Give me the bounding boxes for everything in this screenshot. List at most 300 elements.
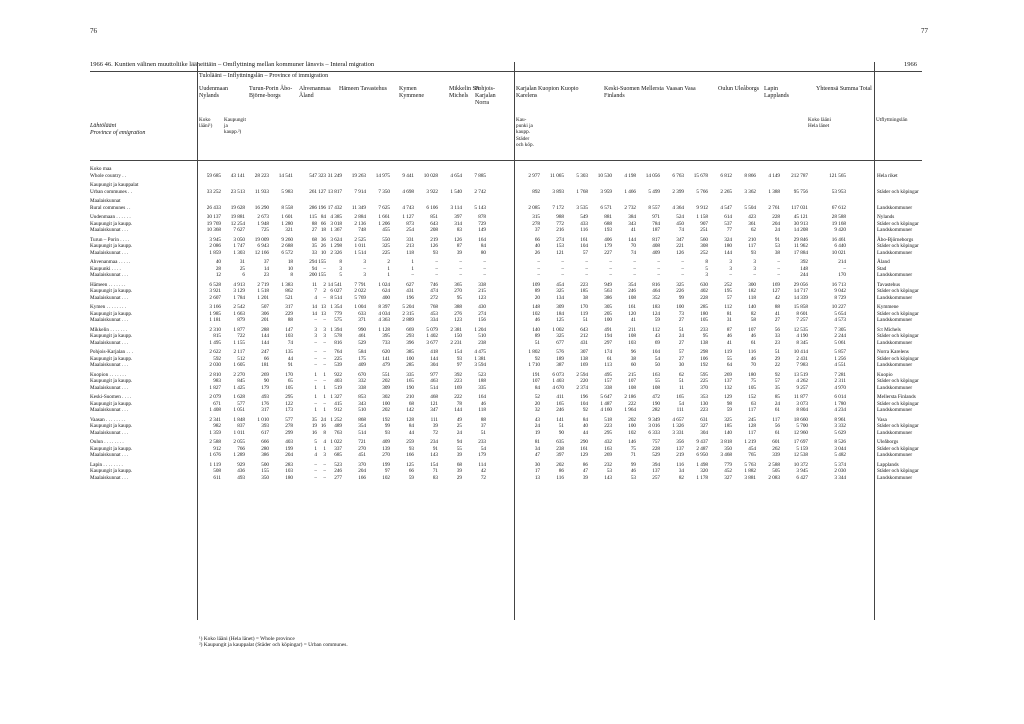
cell-left: 633 [358,310,366,317]
cell-left: 1 [323,394,326,400]
cell-right: 91 [774,236,780,243]
cell-right: 24 [534,423,540,429]
cell-left: 93 [384,429,390,436]
cell-left: 3 [314,333,317,339]
cell-left: 4 385 [330,214,342,220]
cell-left: 764 [334,349,342,355]
cell-left: 5 204 [402,304,414,310]
cell-right: 202 [628,416,636,423]
cell-right: 187 [652,227,660,233]
cell-right: 6 073 [552,371,564,378]
cell-right: 26 [534,249,540,256]
year-label: 1966 [904,61,917,68]
cell-right: 27 [774,317,780,323]
cell-right: 16 713 [831,281,846,288]
row-label: Maalaiskunnat [90,198,121,204]
cell-right: 4 234 [834,407,846,413]
cell-left: 1 [323,371,326,378]
cell-right: 14 717 [793,288,808,294]
cell-left: 19 009 [254,236,269,243]
cell-right: 140 [532,326,540,333]
cell-left: 314 [454,220,462,227]
cell-right: 784 [652,220,660,227]
cell-right: 1 256 [834,355,846,362]
cell-right: 3 016 [648,423,660,429]
table-title: 1966 46. Kuntien välinen muuttoliike lääneittäin – Omflyttning mellan kommuner länsvis – Interal migration [90,61,375,68]
cell-right: 27 [678,355,684,362]
row-label-swedish: Landskommuner [877,362,913,368]
cell-left: 325 [382,243,390,249]
cell-left: 13 817 [327,188,342,195]
cell-right: 3 468 [720,452,732,458]
row-label: Maalaiskunnat . . . [90,294,129,301]
cell-right: 165 [676,394,684,400]
cell-left: 868 [358,416,366,423]
row-label-swedish: Städer och köpingar [877,310,919,317]
row-label: Turun – Porin . . . . [90,236,130,243]
cell-right: 43 [534,416,540,423]
cell-left: 409 [382,439,390,445]
cell-right: 464 [652,288,660,294]
cell-right: 138 [700,339,708,346]
cell-left: 213 [406,243,414,249]
cell-right: 8 866 [744,172,756,179]
cell-right: 246 [628,288,636,294]
cell-right: 4 198 [624,172,636,179]
cell-left: 3 [323,326,326,333]
cell-right: 190 [652,400,660,407]
row-label-swedish: S:t Michels [877,326,901,333]
cell-left: 142 [406,407,414,413]
cell-right: 128 [748,423,756,429]
cell-right: 384 [628,214,636,220]
cell-left: – [459,272,462,278]
row-label: Maalaiskunnat . . . [90,474,129,481]
cell-right: 88 [774,304,780,310]
cell-right: 505 [772,468,780,474]
cell-right: 215 [628,371,636,378]
cell-right: 5 763 [744,461,756,468]
cell-left: 343 [358,400,366,407]
cell-right: – [681,265,684,272]
cell-right: 157 [604,378,612,384]
cell-left: 39 [456,249,462,256]
cell-right: 406 [604,236,612,243]
cell-left: 44 [408,429,414,436]
row-label: Kaupungit ja kaupp. [90,400,133,407]
cell-left: 403 [285,439,293,445]
cell-left: 2 525 [354,236,366,243]
cell-right: 51 [582,317,588,323]
cell-left: 403 [334,378,342,384]
cell-right: 29 846 [793,236,808,243]
cell-left: 25 [456,423,462,429]
cell-left: 166 [358,474,366,481]
cell-left: 83 [432,474,438,481]
cell-right: 431 [580,339,588,346]
cell-right: 96 [630,349,636,355]
cell-right: 4 149 [768,172,780,179]
cell-right: 228 [652,445,660,452]
cell-right: 46 [630,468,636,474]
cell-right: 51 [678,326,684,333]
cell-left: 4 743 [402,204,414,211]
cell-right: 411 [556,394,564,400]
cell-left: 1 051 [233,407,245,413]
cell-right: 10 372 [793,461,808,468]
cell-right: 74 [630,249,636,256]
cell-left: 666 [261,439,269,445]
cell-left: 837 [237,423,245,429]
cell-right: 2 374 [576,384,588,391]
cell-left: 627 [406,281,414,288]
cell-right: 40 [582,423,588,429]
cell-left: 1 676 [209,452,221,458]
cell-left: 99 [384,423,390,429]
cell-left: 247 [261,349,269,355]
cell-right: 4 160 [600,407,612,413]
cell-left: 1 495 [209,339,221,346]
cell-left: 66 [263,355,269,362]
cell-right: 402 [700,288,708,294]
cell-left: 1 181 [209,317,221,323]
cell-right: 116 [676,461,684,468]
cell-right: 4 551 [834,362,846,368]
row-label: Whole country . . [90,172,127,179]
cell-right: 3 [729,259,732,265]
row-label-swedish: Uleåborgs [877,439,899,445]
cell-left: 1 784 [233,294,245,301]
utflyttningslan-header: Utflyttningslän [876,117,908,123]
cell-right: 2 761 [768,204,780,211]
cell-left: 2 [323,281,326,288]
cell-left: 14 [311,310,317,317]
cell-left: 1 127 [402,214,414,220]
cell-left: 166 [406,452,414,458]
row-label: Uudenmaan . . . . . . [90,214,131,220]
cell-left: 13 [320,304,326,310]
cell-left: 8 514 [330,294,342,301]
cell-left: 670 [358,371,366,378]
cell-right: 109 [532,281,540,288]
cell-left: 139 [382,445,390,452]
cell-left: 80 [480,249,486,256]
cell-left: 461 [358,333,366,339]
province-header-total: Yhteensä Summa Total [816,86,872,92]
row-label-swedish: Städer och köpingar [877,423,919,429]
cell-left: 584 [358,349,366,355]
cell-right: 472 [652,394,660,400]
cell-left: 123 [478,294,486,301]
cell-right: 988 [556,214,564,220]
row-label: Rural communes . . [90,204,131,211]
province-header-karjala: Karjalan Karelens [516,86,538,99]
province-header-mikkeli: Mikkelin S:t Michels [449,86,480,99]
cell-right: 100 [604,317,612,323]
cell-right: 62 [678,371,684,378]
row-label: Maalaiskunnat . . . [90,227,129,233]
right-page-number: 77 [921,27,928,35]
cell-left: 514 [358,429,366,436]
cell-right: 8 526 [834,439,846,445]
row-label: Maalaiskunnat . . . [90,362,129,368]
cell-right: 262 [772,445,780,452]
cell-right: 185 [580,288,588,294]
cell-right: 225 [700,378,708,384]
cell-left: 436 [237,468,245,474]
cell-left: 30 137 [206,214,221,220]
cell-left: 125 [406,461,414,468]
cell-right: 223 [700,407,708,413]
cell-right: 3 362 [744,188,756,195]
cell-right: 971 [652,214,660,220]
cell-right: 39 [582,474,588,481]
cell-left: 2 622 [209,349,221,355]
cell-left: 254 [406,227,414,233]
cell-right: 95 [702,333,708,339]
cell-right: 1 002 [552,326,564,333]
cell-right: – [633,272,636,278]
cell-left: 3 594 [474,362,486,368]
cell-left: 397 [454,214,462,220]
cell-left: 14 541 [278,172,293,179]
cell-left: – [483,272,486,278]
cell-right: 2 311 [834,378,846,384]
cell-left: – [314,474,317,481]
cell-left: 337 [334,445,342,452]
cell-left: 39 [432,423,438,429]
cell-right: 2 244 [834,333,846,339]
cell-left: 12 166 [254,249,269,256]
cell-right: 143 [604,474,612,481]
cell-left: 65 [287,378,293,384]
cell-left: 4 [314,294,317,301]
cell-right: 4 670 [552,384,564,391]
row-label-swedish: Vasa [877,416,887,423]
cell-right: 216 [556,227,564,233]
cell-left: 748 [358,227,366,233]
cell-right: 9 042 [834,288,846,294]
cell-left: 144 [430,355,438,362]
cell-right: 327 [700,423,708,429]
cell-right: 32 [534,407,540,413]
cell-left: 17 432 [327,204,342,211]
cell-right: 394 [652,461,660,468]
cell-right: 614 [724,214,732,220]
cell-right: 92 [534,355,540,362]
cell-right: 315 [532,214,540,220]
row-label: Kymen . . . . . . . . [90,304,127,310]
cell-right: – [585,259,588,265]
cell-right: 24 [774,400,780,407]
cell-left: 539 [334,362,342,368]
cell-left: 295 [285,394,293,400]
cell-right: 6 950 [696,452,708,458]
cell-left: 16 290 [254,204,269,211]
cell-right: 10 414 [793,349,808,355]
cell-left: 144 [261,333,269,339]
cell-left: 1 747 [233,243,245,249]
cell-left: 11 [312,281,317,288]
cell-left: 1 605 [233,362,245,368]
cell-left: 500 [261,461,269,468]
row-label: Maalaiskunnat . . . [90,339,129,346]
cell-right: 226 [676,288,684,294]
row-label-swedish: Kymmene [877,304,899,310]
cell-right: 51 [678,378,684,384]
row-label-swedish: Landskommuner [877,227,913,233]
cell-left: 523 [334,461,342,468]
cell-right: 47 [582,468,588,474]
cell-right: 1 964 [624,407,636,413]
cell-left: 2 542 [233,304,245,310]
cell-left: 14 541 [327,281,342,288]
cell-right: 67 612 [831,204,846,211]
cell-right: 51 [534,339,540,346]
cell-right: 233 [700,326,708,333]
cell-right: 64 [726,362,732,368]
cell-left: 2 326 [330,249,342,256]
cell-right: 298 [700,349,708,355]
cell-left: 14 [263,265,269,272]
row-label: Hämeen . . . . . . . [90,281,126,288]
cell-left: 210 [406,394,414,400]
cell-left: 575 [334,317,342,323]
cell-right: 2 083 [768,474,780,481]
cell-left: 1 408 [209,407,221,413]
cell-right: 595 [700,371,708,378]
cell-left: 155 [261,468,269,474]
cell-left: 95 [456,294,462,301]
cell-right: 45 121 [793,214,808,220]
cell-left: 202 [382,378,390,384]
row-label-swedish: Landskommuner [877,407,913,413]
cell-left: 2 270 [233,371,245,378]
cell-right: 779 [724,461,732,468]
cell-right: 432 [604,439,612,445]
cell-left: 19 628 [230,204,245,211]
cell-right: 1 403 [552,378,564,384]
cell-left: 4 654 [450,172,462,179]
cell-right: 907 [700,220,708,227]
cell-right: 7 172 [552,204,564,211]
cell-left: 33 [311,249,317,256]
cell-right: 563 [604,288,612,294]
cell-left: 91 [287,362,293,368]
cell-right: – [609,265,612,272]
cell-left: 1 303 [233,249,245,256]
cell-left: – [435,265,438,272]
cell-left: 2 688 [281,243,293,249]
cell-left: 215 [478,288,486,294]
row-label-swedish: Stad [877,265,887,272]
cell-left: 84 [480,243,486,249]
cell-left: 1 394 [330,326,342,333]
cell-right: 3 [705,272,708,278]
cell-left: 365 [454,281,462,288]
cell-left: 93 [408,445,414,452]
cell-right: 70 [750,362,756,368]
cell-right: 529 [652,452,660,458]
cell-left: 512 [237,355,245,362]
row-label-swedish: Åbo-Björneborgs [877,236,914,243]
cell-left: 123 [454,317,462,323]
cell-left: 393 [261,423,269,429]
cell-right: 5 654 [834,310,846,317]
row-label-swedish: Städer och köpingar [877,445,919,452]
cell-left: 190 [406,384,414,391]
cell-left: 225 [334,355,342,362]
cell-right: 325 [724,416,732,423]
cell-right: 7 305 [834,326,846,333]
cell-right: 220 [580,378,588,384]
cell-right: – [585,265,588,272]
cell-right: – [681,272,684,278]
cell-right: 108 [652,384,660,391]
cell-right: – [537,259,540,265]
cell-left: 8 [290,272,293,278]
cell-left: 2 231 [450,339,462,346]
cell-right: 74 [678,227,684,233]
cell-right: 144 [724,249,732,256]
cell-left: 1 [387,265,390,272]
cell-left: 853 [358,394,366,400]
cell-left: 577 [285,416,293,423]
cell-right: 55 [726,355,732,362]
cell-left: 288 [261,326,269,333]
cell-left: 1 204 [474,326,486,333]
cell-right: 71 [630,452,636,458]
cell-right: 3 332 [834,423,846,429]
cell-left: 37 [480,423,486,429]
cell-right: 5 [705,265,708,272]
cell-left: 3 [339,265,342,272]
cell-right: – [561,259,564,265]
cell-right: 3 535 [576,204,588,211]
cell-right: 892 [532,188,540,195]
cell-right: 57 [774,378,780,384]
cell-right: 8 345 [796,339,808,346]
cell-left: 91 [432,445,438,452]
cell-right: 881 [604,214,612,220]
cell-right: 20 [534,400,540,407]
cell-right: 116 [556,474,564,481]
cell-right: 245 [748,416,756,423]
cell-right: – [633,259,636,265]
cell-left: 1 289 [233,452,245,458]
cell-left: 451 [358,452,366,458]
footnote-1: ¹) Koko lääni (Hela länet) = Whole province [199,636,295,642]
cell-left: 204 [285,452,293,458]
cell-right: 34 [678,468,684,474]
cell-right: – [777,265,780,272]
cell-left: 1 827 [209,384,221,391]
cell-right: 309 [556,304,564,310]
cell-right: 549 [580,214,588,220]
cell-left: 1 280 [281,220,293,227]
cell-right: 5 482 [834,452,846,458]
cell-right: 5 061 [834,339,846,346]
cell-left: 510 [478,333,486,339]
cell-right: 6 440 [834,243,846,249]
cell-right: 180 [748,371,756,378]
cell-left: 620 [382,349,390,355]
cell-right: 107 [628,378,636,384]
row-label-swedish: Städer och köpingar [877,288,919,294]
emigration-header-en: Province of emigration [90,130,146,136]
cell-right: 14 056 [645,172,660,179]
subheader-whole-province: Koko lääni¹) [199,117,213,130]
